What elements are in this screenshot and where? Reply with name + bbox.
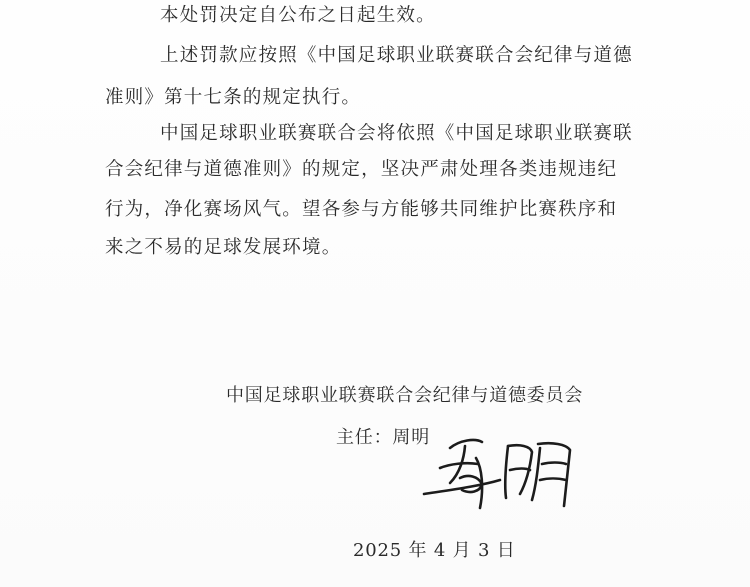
director-line: 主任：周明 <box>336 427 430 448</box>
body-line-2: 上述罚款应按照《中国足球职业联赛联合会纪律与道德 <box>160 45 633 66</box>
committee-name: 中国足球职业联赛联合会纪律与道德委员会 <box>226 385 584 406</box>
body-line-4: 中国足球职业联赛联合会将依照《中国足球职业联赛联 <box>160 123 633 144</box>
handwritten-signature <box>420 428 585 513</box>
body-line-3: 准则》第十七条的规定执行。 <box>105 87 362 108</box>
body-line-1: 本处罚决定自公布之日起生效。 <box>160 5 436 26</box>
body-line-5: 合会纪律与道德准则》的规定，坚决严肃处理各类违规违纪 <box>105 159 618 180</box>
body-line-7: 来之不易的足球发展环境。 <box>105 237 342 258</box>
issue-date: 2025 年 4 月 3 日 <box>353 540 516 561</box>
body-line-6: 行为，净化赛场风气。望各参与方能够共同维护比赛秩序和 <box>105 199 618 220</box>
